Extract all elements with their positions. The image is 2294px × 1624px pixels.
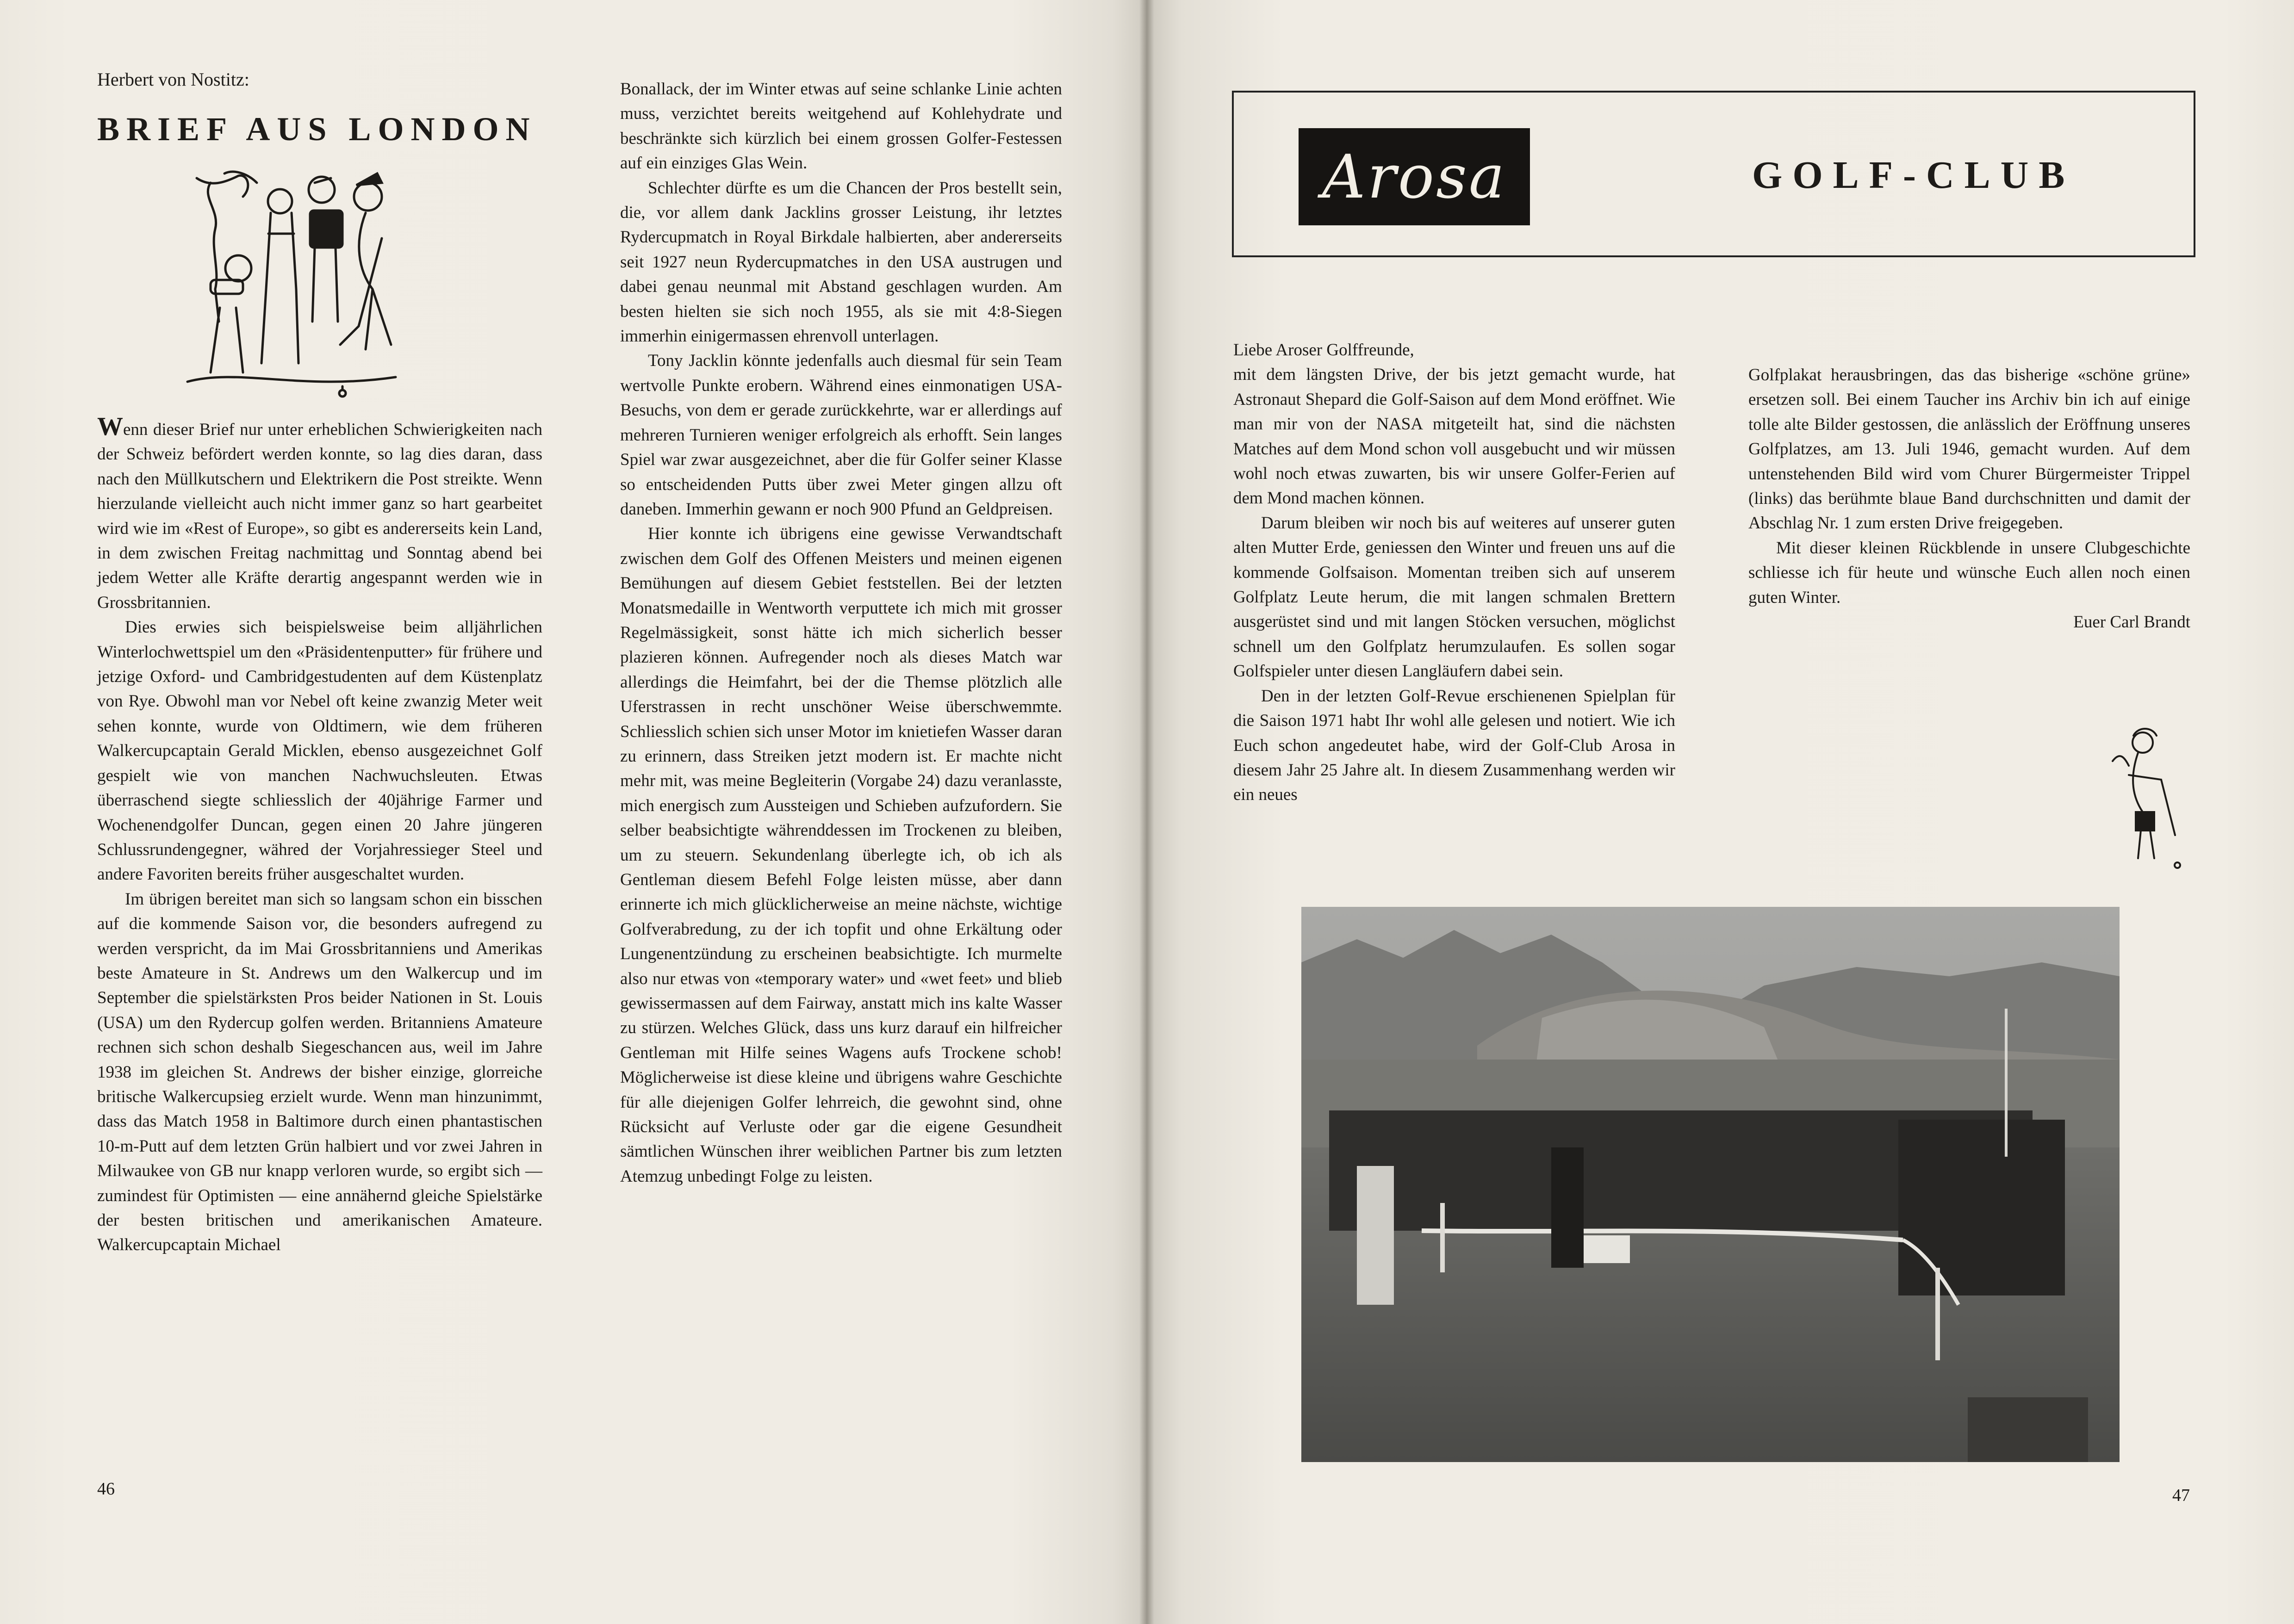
- byline: Herbert von Nostitz:: [97, 69, 249, 90]
- page-number-right: 47: [2172, 1486, 2190, 1505]
- paragraph: mit dem längsten Drive, der bis jetzt gemacht wurde, hat Astronaut Shepard die Golf-Saison auf dem Mond eröffnet. Wie man mir von der NASA mitgeteilt hat, sind die nächsten Matches auf dem Mond schon voll ausgebucht und wir müssen wohl noch etwas zuwarten, bis wir unsere Golfer-Ferien auf dem Mond machen können.: [1233, 365, 1675, 508]
- right-column-2: [1748, 363, 2190, 634]
- greeting: Liebe Aroser Golffreunde,: [1233, 341, 1414, 360]
- paragraph: Schlechter dürfte es um die Chancen der Pros bestellt sein, die, vor allem dank Jacklins grosser Leistung, ihr letztes Rydercupmatch in Royal Birkdale halbierten, aber andererseits seit 1927 neun Rydercupmatches in den USA austrugen und dabei genau neunmal mit Abstand geschlagen wurden. Am besten hielten sie sich noch 1955, als sie mit 4:8-Siegen immerhin einigermassen ehrenvoll unterlagen.: [620, 178, 1062, 346]
- club-header-box: [1232, 91, 2195, 257]
- paragraph: Darum bleiben wir noch bis auf weiteres auf unserer guten alten Mutter Erde, geniessen den Winter und freuen uns auf die kommende Golfsaison. Momentan treiben sich auf unserem Golfplatz Leute herum, die mit langen schmalen Brettern ausgerüstet sind und mit langen Stöcken versuchen, möglichst schnell um den Golfplatz herumzulaufen. Es sollen sogar Golfspieler unter diesen Langläufern dabei sein.: [1233, 513, 1675, 681]
- paragraph: Den in der letzten Golf-Revue erschienenen Spielplan für die Saison 1971 habt Ihr wohl alle gelesen und notiert. Wie ich Euch schon angedeutet habe, wird der Golf-Club Arosa in diesem Jahr 25 Jahre alt. In diesem Zusammenhang werden wir ein neues: [1233, 686, 1675, 805]
- drop-cap: W: [97, 412, 123, 441]
- page-number-left: 46: [97, 1479, 115, 1499]
- paragraph: enn dieser Brief nur unter erheblichen Schwierigkeiten nach der Schweiz befördert werden konnte, so lag dies daran, dass nach den Müllkutschern und Elektrikern die Post streikte. Wenn hierzulande vielleicht auch nicht immer ganz so hart gearbeitet wird wie im «Rest of Europe», so gibt es andererseits kein Land, in dem zwischen Freitag nachmittag und Sonntag abend bei jedem Wetter alle Kräfte derartig angespannt werden wie in Grossbritannien.: [97, 420, 542, 612]
- golfers-cartoon-illustration: [183, 169, 442, 405]
- paragraph: Golfplakat herausbringen, das das bisherige «schöne grüne» ersetzen soll. Bei einem Taucher ins Archiv bin ich auf einige tolle alte Bilder gestossen, die anlässlich der Eröffnung unseres Golfplatzes, am 13. Juli 1946, gemacht wurden. Auf dem untenstehenden Bild wird vom Churer Bürgermeister Trippel (links) das berühmte blaue Band durchschnitten und damit der Abschlag Nr. 1 zum ersten Drive freigegeben.: [1748, 366, 2190, 533]
- paragraph: Bonallack, der im Winter etwas auf seine schlanke Linie achten muss, verzichtet bereits weitgehend auf Kohlehydrate und beschränkte sich kürzlich bei einem grossen Golfer-Festessen auf ein einziges Glas Wein.: [620, 80, 1062, 173]
- golfer-small-illustration: [2110, 724, 2189, 872]
- arosa-logo: Arosa: [1299, 128, 1530, 225]
- club-title: GOLF-CLUB: [1752, 154, 2075, 197]
- paragraph: Dies erwies sich beispielsweise beim alljährlichen Winterlochwettspiel um den «Präsidentenputter» für frühere und jetzige Oxford- und Cambridgestudenten auf dem Küstenplatz von Rye. Obwohl man vor Nebel oft keine zwanzig Meter weit sehen konnte, wurde von Oldtimern, wie dem früheren Walkercupcaptain Gerald Micklen, ebenso ausgezeichnet Golf gespielt wie von manchen Nachwuchsleuten. Etwas überraschend siegte schliesslich der 40jährige Farmer und Wochenendgolfer Duncan, gegen einen 20 Jahre jüngeren Schlussrundengegner, währed der Vorjahressieger Steel und andere Favoriten bereits früher ausgeschaltet wurden.: [97, 618, 542, 884]
- book-gutter: [1139, 0, 1154, 1624]
- signature: Euer Carl Brandt: [2073, 613, 2190, 632]
- paragraph: Tony Jacklin könnte jedenfalls auch diesmal für sein Team wertvolle Punkte erobern. Während eines einmonatigen USA-Besuchs, von dem er gerade zurückkehrte, war er allerdings auf mehreren Turnieren weniger erfolgreich als erhofft. Sein langes Spiel war zwar ausgezeichnet, aber die für Golfer seiner Klasse so entscheidenden Putts über zwei Meter gingen allzu oft daneben. Immerhin gewann er noch 900 Pfund an Geldpreisen.: [620, 351, 1062, 519]
- right-column-1: [1233, 338, 1675, 807]
- paragraph: Im übrigen bereitet man sich so langsam schon ein bisschen auf die kommende Saison vor, die besonders aufregend zu werden verspricht, da im Mai Grossbritanniens und Amerikas beste Amateure in St. Andrews um den Walkercup und im September die spielstärksten Pros beider Nationen in St. Louis (USA) um den Rydercup golfen werden. Britanniens Amateure rechnen sich schon deshalb Siegeschancen aus, weil im Jahre 1938 im gleichen St. Andrews der bisher einzige, glorreiche britische Walkercupsieg erzielt wurde. Wenn man hinzunimmt, dass das Match 1958 in Baltimore durch einen phantastischen 10-m-Putt auf dem letzten Grün halbiert und vor zwei Jahren in Milwaukee von GB nur knapp verloren wurde, so ergibt sich — zumindest für Optimisten — eine annähernd gleiche Spielstärke der besten britischen und amerikanischen Amateure. Walkercupcaptain Michael: [97, 889, 542, 1255]
- paragraph: Hier konnte ich übrigens eine gewisse Verwandtschaft zwischen dem Golf des Offenen Meisters und meinen eigenen Bemühungen auf diesem Gebiet feststellen. Bei der letzten Monatsmedaille in Wentworth verputtete ich mich mit grosser Regelmässigkeit, sonst hätte ich mich sicherlich besser plazieren können. Aufregender noch als dieses Match war allerdings die Heimfahrt, bei der die Themse plötzlich alle Uferstrassen in recht unschöner Weise überschwemmte. Schliesslich schien sich unser Motor im knietiefen Wasser daran zu erinnern, dass Streiken jetzt modern ist. Er machte nicht mehr mit, was meine Begleiterin (Vorgabe 24) dazu veranlasste, mich energisch zum Aussteigen und Schieben aufzufordern. Sie selber beabsichtigte währenddessen im Trockenen zu bleiben, um zu steuern. Sekundenlang überlegte ich, ob ich als Gentleman diesem Befehl Folge leisten müsse, aber dann erinnerte ich mich glücklicherweise an meine nächste, wichtige Golfverabredung, zu der ich topfit und ohne Erkältung oder Lungenentzündung zu erscheinen beabsichtigte. Ich murmelte also nur etwas von «temporary water» und «wet feet» und blieb gewissermassen auf dem Fairway, anstatt mich ins kalte Wasser zu stürzen. Welches Glück, dass uns kurz darauf ein hilfreicher Gentleman mit Hilfe seines Wagens aufs Trockene schob! Möglicherweise ist diese kleine und übrigens wahre Geschichte für alle diejenigen Golfer lehrreich, die gewohnt sind, ohne Rücksicht auf Verluste oder gar die eigene Gesundheit sämtlichen Wünschen ihrer weiblichen Partner bis zum letzten Atemzug unbedingt Folge zu leisten.: [620, 524, 1062, 1186]
- opening-ceremony-photo: [1301, 907, 2120, 1462]
- left-column-2: [620, 77, 1062, 1189]
- left-column-1: [97, 412, 542, 1258]
- article-title: BRIEF AUS LONDON: [97, 111, 537, 148]
- paragraph: Mit dieser kleinen Rückblende in unsere Clubgeschichte schliesse ich für heute und wünsche Euch allen noch einen guten Winter.: [1748, 538, 2190, 607]
